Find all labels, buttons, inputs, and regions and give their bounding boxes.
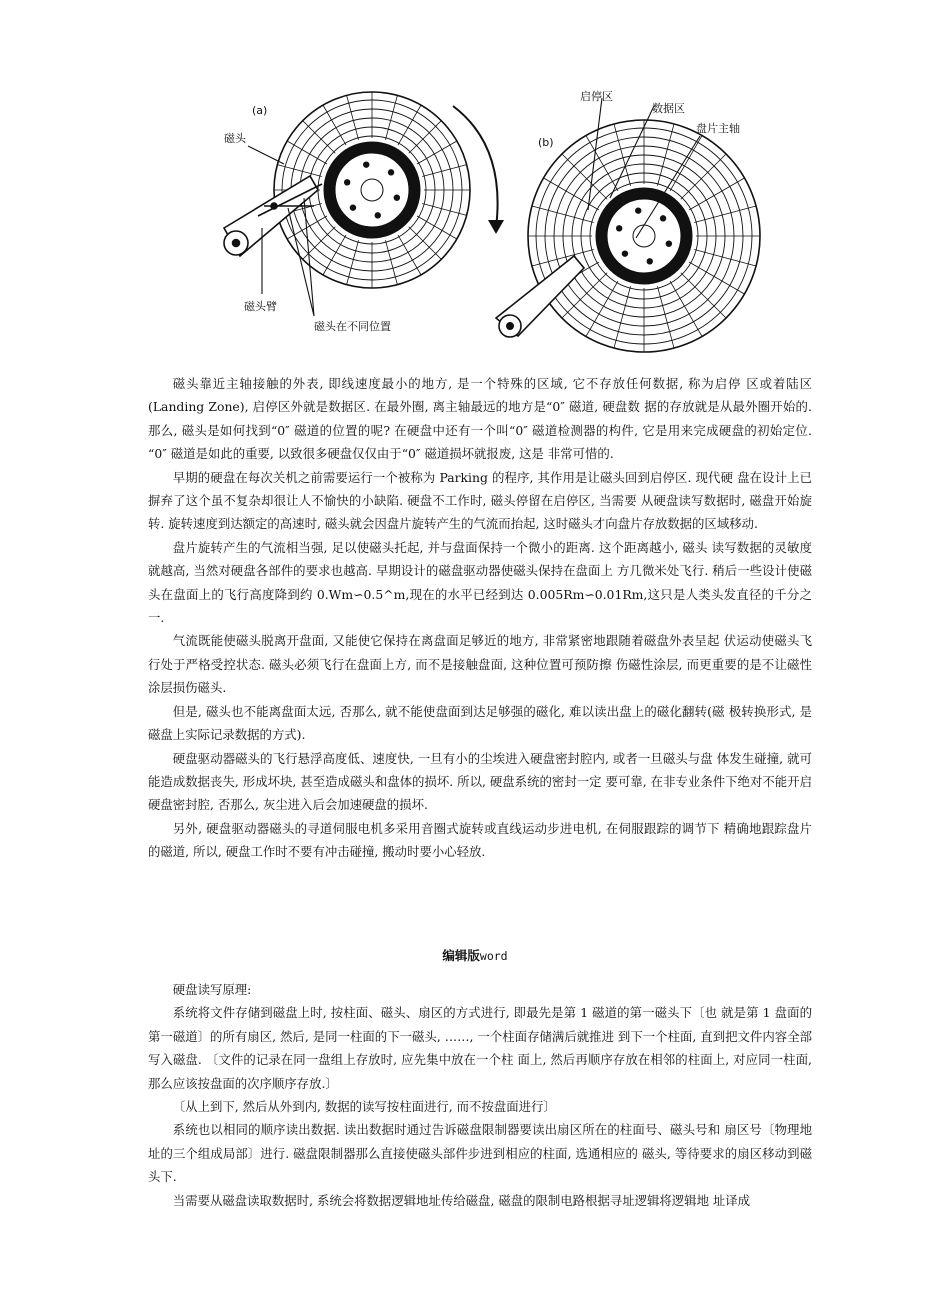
head-arm-a	[224, 176, 322, 256]
paragraph: 硬盘读写原理:	[172, 982, 252, 997]
label-head-positions: 磁头在不同位置	[314, 320, 391, 333]
section-2	[148, 978, 812, 1212]
section-1	[148, 372, 812, 864]
paragraph: 系统也以相同的顺序读出数据. 读出数据时通过告诉磁盘限制器要读出扇区所在的柱面号、磁头号和 扇区号〔物理地址的三个组成局部〕进行. 磁盘限制器那么直接使磁头部件步进到相应的柱面, 选通相应的 磁头, 等待要求的扇区移动到磁头下.	[148, 1122, 812, 1185]
head-arm-b	[496, 256, 584, 337]
label-head: 磁头	[224, 132, 246, 145]
paragraph: 早期的硬盘在每次关机之前需要运行一个被称为 Parking 的程序, 其作用是让磁头回到启停区. 现代硬 盘在设计上已摒弃了这个虽不复杂却很让人不愉快的小缺陷. 硬盘不工作时, 磁头停留在启停区, 当需要 从硬盘读写数据时, 磁盘开始旋转. 旋转速度到达额定的高速时, 磁头就会因盘片旋转产生的气流而抬起, 这时磁头才向盘片存放数据的区域移动.	[148, 469, 812, 532]
paragraph: 〔从上到下, 然后从外到内, 数据的读写按柱面进行, 而不按盘面进行〕	[172, 1099, 556, 1115]
paragraph: 磁头靠近主轴接触的外表, 即线速度最小的地方, 是一个特殊的区域, 它不存放任何数据, 称为启停 区或着陆区 (Landing Zone), 启停区外就是数据区. 在最外圈, 离主轴最远的地方是“0″ 磁道, 硬盘数 据的存放就是从最外圈开始的. 那么, 磁头是如何找到“0″ 磁道的位置的呢? 在硬盘中还有一个叫“0″ 磁道检测器的构件, 它是用来完成硬盘的初始定位. “0″ 磁道是如此的重要, 以致很多硬盘仅仅由于“0″ 磁道损坏就报废, 这是 非常可惜的.	[148, 376, 812, 462]
title-latin: word	[479, 949, 508, 963]
label-data-zone: 数据区	[652, 102, 685, 115]
label-spindle: 盘片主轴	[696, 122, 740, 135]
edited-word-title	[0, 946, 950, 964]
paragraph: 气流既能使磁头脱离开盘面, 又能使它保持在离盘面足够近的地方, 非常紧密地跟随着磁盘外表呈起 伏运动使磁头飞行处于严格受控状态. 磁头必须飞行在盘面上方, 而不是接触盘面, 这种位置可预防擦 伤磁性涂层, 而更重要的是不让磁性涂层损伤磁头.	[148, 633, 812, 696]
title-bold: 编辑版	[442, 948, 480, 963]
paragraph: 系统将文件存储到磁盘上时, 按柱面、磁头、扇区的方式进行, 即最先是第 1 磁道的第一磁头下〔也 就是第 1 盘面的第一磁道〕的所有扇区, 然后, 是同一柱面的下一磁头, ……, 一个柱面存储满后就推进 到下一个柱面, 直到把文件内容全部写入磁盘. 〔文件的记录在同一盘组上存放时, 应先集中放在一个柱 面上, 然后再顺序存放在相邻的柱面上, 对应同一柱面, 那么应该按盘面的次序顺序存放.〕	[148, 1005, 812, 1091]
hard-disk-figure	[218, 88, 822, 360]
label-head-arm: 磁头臂	[244, 300, 277, 313]
rotation-arrowhead	[488, 220, 504, 234]
paragraph: 另外, 硬盘驱动器磁头的寻道伺服电机多采用音圈式旋转或直线运动步进电机, 在伺服跟踪的调节下 精确地跟踪盘片的磁道, 所以, 硬盘工作时不要有冲击碰撞, 搬动时要小心轻放.	[148, 820, 812, 860]
paragraph: 硬盘驱动器磁头的飞行悬浮高度低、速度快, 一旦有小的尘埃进入硬盘密封腔内, 或者一旦磁头与盘 体发生碰撞, 就可能造成数据丧失, 形成坏块, 甚至造成磁头和盘体的损坏. 所以, 硬盘系统的密封一定 要可靠, 在非专业条件下绝对不能开启硬盘密封腔, 否那么, 灰尘进入后会加速硬盘的损坏.	[148, 750, 812, 813]
disk-b-platter	[528, 120, 760, 352]
disk-diagram	[218, 88, 822, 360]
panel-b-label: (b)	[538, 136, 554, 149]
panel-a-label: (a)	[252, 104, 268, 117]
paragraph: 当需要从磁盘读取数据时, 系统会将数据逻辑地址传给磁盘, 磁盘的限制电路根据寻址逻辑将逻辑地 址译成	[172, 1192, 751, 1208]
paragraph: 但是, 磁头也不能离盘面太远, 否那么, 就不能使盘面到达足够强的磁化, 难以读出盘上的磁化翻转(磁 极转换形式, 是磁盘上实际记录数据的方式).	[148, 703, 812, 743]
label-landing-zone: 启停区	[580, 90, 613, 103]
paragraph: 盘片旋转产生的气流相当强, 足以使磁头托起, 并与盘面保持一个微小的距离. 这个距离越小, 磁头 读写数据的灵敏度就越高, 当然对硬盘各部件的要求也越高. 早期设计的磁盘驱动器使磁头保持在盘面上 方几微米处飞行. 稍后一些设计使磁头在盘面上的飞行高度降到约 0.Wm∽0.5^m,现在的水平已经到达 0.005Rm∽0.01Rm,这只是人类头发直径的千分之一.	[148, 539, 812, 626]
